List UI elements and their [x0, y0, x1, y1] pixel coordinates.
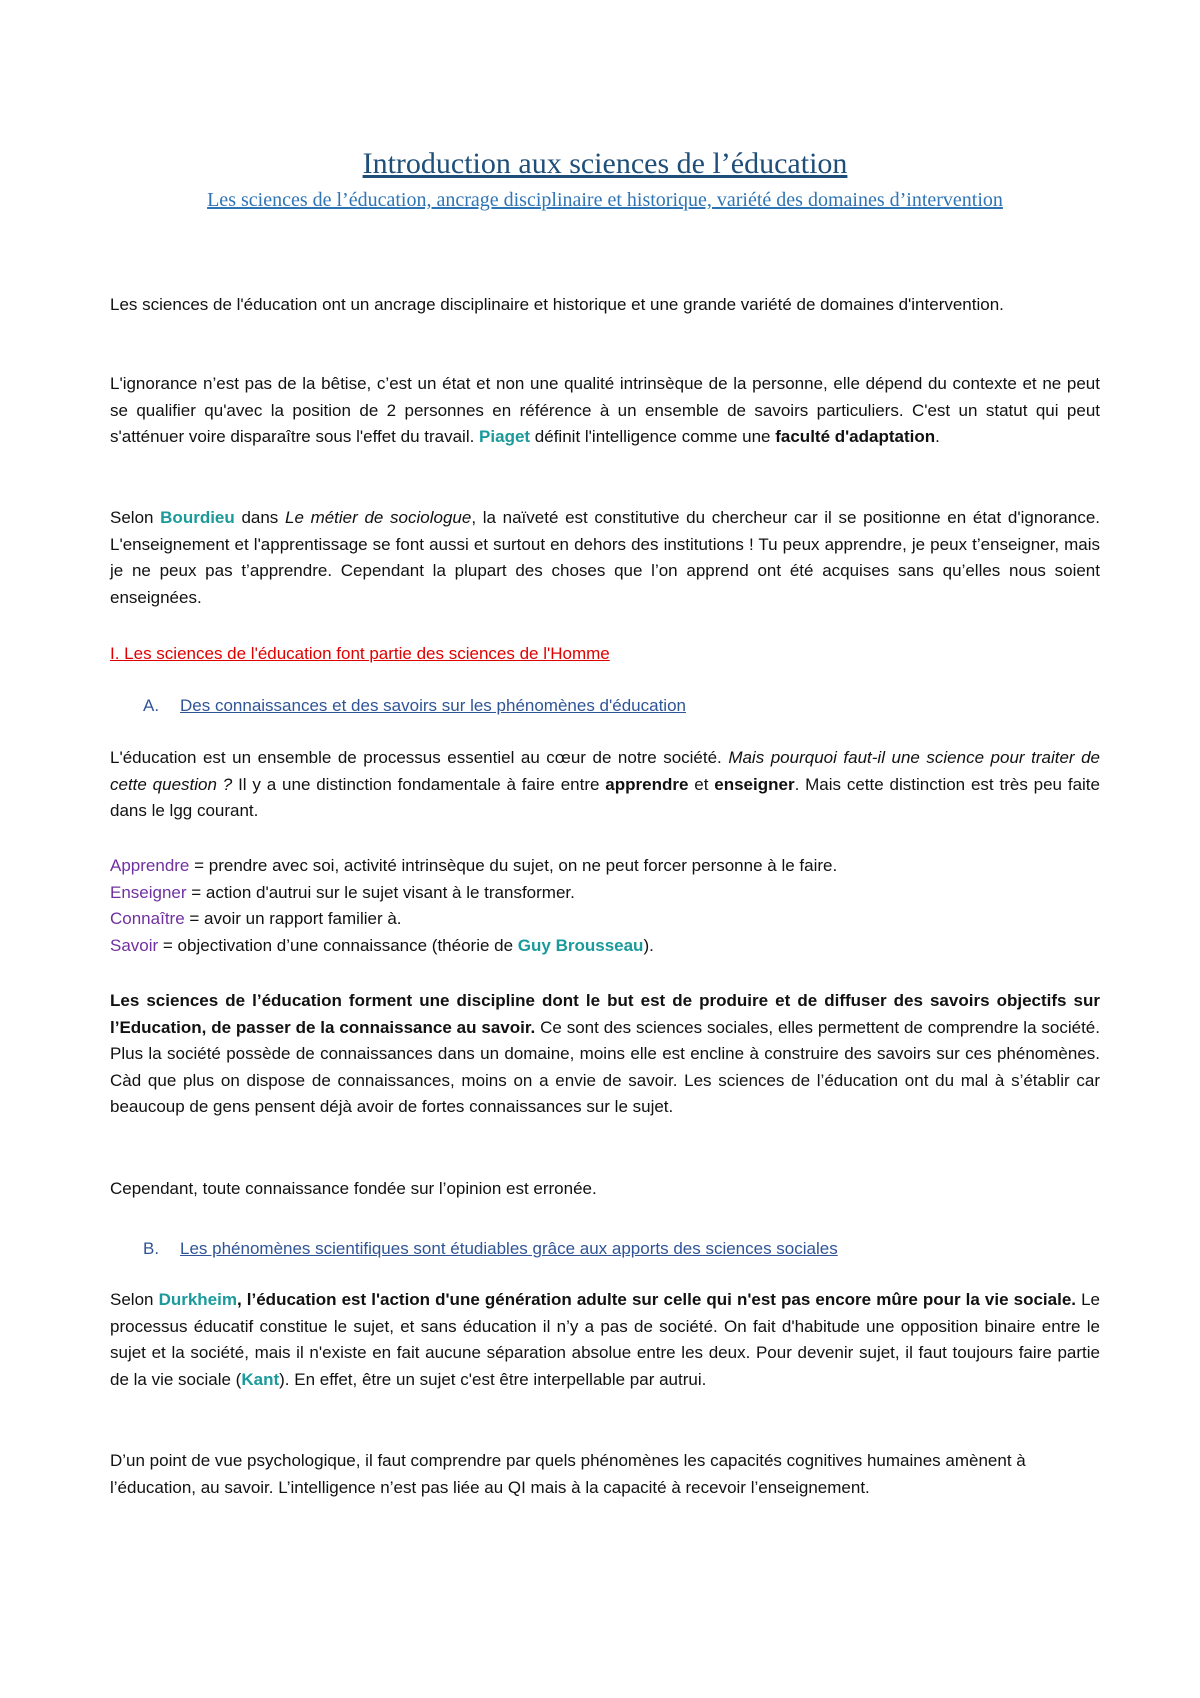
- bold-term: faculté d'adaptation: [775, 427, 936, 446]
- psychology-paragraph: [110, 1448, 1100, 1501]
- section-b-title: Les phénomènes scientifiques sont étudiables grâce aux apports des sciences sociales: [180, 1239, 838, 1258]
- author-name-durkheim: Durkheim: [158, 1290, 237, 1309]
- section-1-title: I. Les sciences de l'éducation font partie des sciences de l'Homme: [110, 644, 610, 663]
- definition-term: Savoir: [110, 935, 159, 955]
- definition-term: Enseigner: [110, 882, 187, 902]
- bourdieu-paragraph: [110, 505, 1100, 611]
- author-name-brousseau: Guy Brousseau: [517, 935, 644, 955]
- text-run: L'ignorance n’est pas de la bêtise, c’est un état et non une qualité intrinsèque de la personne, elle dépend du contexte et ne peut se qualifier qu'avec la position de 2 personnes en référence à un ensemble de savoirs particuliers. C'est un statut qui peut s'atténuer voire disparaître sous l'effet du travail.: [110, 374, 1100, 446]
- bold-statement: , l’éducation est l'action d'une génération adulte sur celle qui n'est pas encore mûre pour la vie sociale.: [236, 1290, 1077, 1309]
- text-run: . Mais cette distinction est très peu faite dans le lgg courant.: [110, 774, 1100, 820]
- opinion-paragraph: [110, 1176, 1100, 1203]
- bold-term: enseigner: [714, 774, 795, 794]
- text-run: ). En effet, être un sujet c'est être interpellable par autrui.: [279, 1369, 707, 1389]
- discipline-paragraph: [110, 988, 1100, 1121]
- book-title: Le métier de sociologue: [284, 508, 472, 527]
- text-run: et: [688, 774, 715, 794]
- section-heading-a: [110, 693, 1100, 719]
- definition-item: [110, 853, 1100, 880]
- section-heading-b: [110, 1236, 1100, 1262]
- text-run: Il y a une distinction fondamentale à faire entre: [232, 774, 606, 794]
- text-run: .: [935, 427, 940, 446]
- document-title: Introduction aux sciences de l’éducation: [362, 147, 848, 180]
- opinion-text: Cependant, toute connaissance fondée sur l’opinion est erronée.: [110, 1179, 597, 1198]
- psychology-text: D’un point de vue psychologique, il faut comprendre par quels phénomènes les capacités cognitives humaines amènent à l’éducation, au savoir. L’intelligence n’est pas liée au QI mais à la capacité à recevoir l’enseignement.: [110, 1451, 1026, 1497]
- durkheim-paragraph: [110, 1287, 1100, 1393]
- section-b-number: B.: [143, 1239, 160, 1258]
- definition-text: = action d'autrui sur le sujet visant à le transformer.: [186, 882, 575, 902]
- text-run: Selon: [110, 1290, 159, 1309]
- author-name-piaget: Piaget: [479, 427, 531, 446]
- section-heading-1: [110, 641, 1100, 667]
- author-name-kant: Kant: [241, 1369, 280, 1389]
- definition-term: Apprendre: [110, 856, 190, 875]
- bold-term: apprendre: [605, 774, 689, 794]
- author-name-bourdieu: Bourdieu: [160, 508, 235, 527]
- text-run: définit l'intelligence comme une: [530, 427, 776, 446]
- definitions-list: [110, 853, 1100, 959]
- intro-text: Les sciences de l'éducation ont un ancrage disciplinaire et historique et une grande variété de domaines d'intervention.: [110, 295, 1004, 314]
- text-run: Selon: [110, 508, 161, 527]
- definition-text: = avoir un rapport familier à.: [184, 909, 402, 928]
- text-run: Le processus éducatif constitue le sujet, et sans éducation il n’y a pas de société. On fait d'habitude une opposition binaire entre le sujet et la société, mais il n'existe en fait aucune séparation absolue entre les deux. Pour devenir sujet, il faut toujours faire partie de la vie sociale (: [110, 1290, 1100, 1389]
- section-a-title: Des connaissances et des savoirs sur les phénomènes d'éducation: [180, 696, 686, 715]
- definition-item: [110, 906, 1100, 933]
- text-run: dans: [234, 508, 285, 527]
- definition-text: = prendre avec soi, activité intrinsèque du sujet, on ne peut forcer personne à le faire.: [189, 856, 838, 875]
- text-run: ).: [643, 935, 654, 955]
- definition-item: [110, 880, 1100, 907]
- definition-item: [110, 933, 1100, 960]
- text-run: , la naïveté est constitutive du chercheur car il se positionne en état d'ignorance. L'enseignement et l'apprentissage se font aussi et surtout en dehors des institutions ! Tu peux apprendre, je peux t’enseigner, mais je ne peux pas t’apprendre. Cependant la plupart des choses que l’on apprend ont été acquises sans qu’elles nous soient enseignées.: [110, 508, 1101, 607]
- text-run: L'éducation est un ensemble de processus essentiel au cœur de notre société.: [110, 748, 729, 767]
- definition-term: Connaître: [110, 909, 185, 928]
- ignorance-paragraph: [110, 371, 1100, 451]
- definition-text: = objectivation d’une connaissance (théorie de: [158, 935, 518, 955]
- section-a-number: A.: [143, 696, 160, 715]
- intro-paragraph: [110, 292, 1100, 319]
- text-run: Ce sont des sciences sociales, elles permettent de comprendre la société. Plus la société possède de connaissances dans un domaine, moins elle est encline à construire des savoirs sur ces phénomènes. Càd que plus on dispose de connaissances, moins on a envie de savoir. Les sciences de l’éducation ont du mal à s’établir car beaucoup de gens pensent déjà avoir de fortes connaissances sur le sujet.: [110, 1017, 1100, 1116]
- document-subtitle: Les sciences de l’éducation, ancrage disciplinaire et historique, variété des domaines d’intervention: [207, 189, 1003, 211]
- education-paragraph: [110, 745, 1100, 825]
- italic-question: Mais pourquoi faut-il une science pour traiter de cette question ?: [110, 748, 1100, 794]
- bold-statement: Les sciences de l’éducation forment une discipline dont le but est de produire et de diffuser des savoirs objectifs sur l’Education, de passer de la connaissance au savoir.: [110, 991, 1100, 1037]
